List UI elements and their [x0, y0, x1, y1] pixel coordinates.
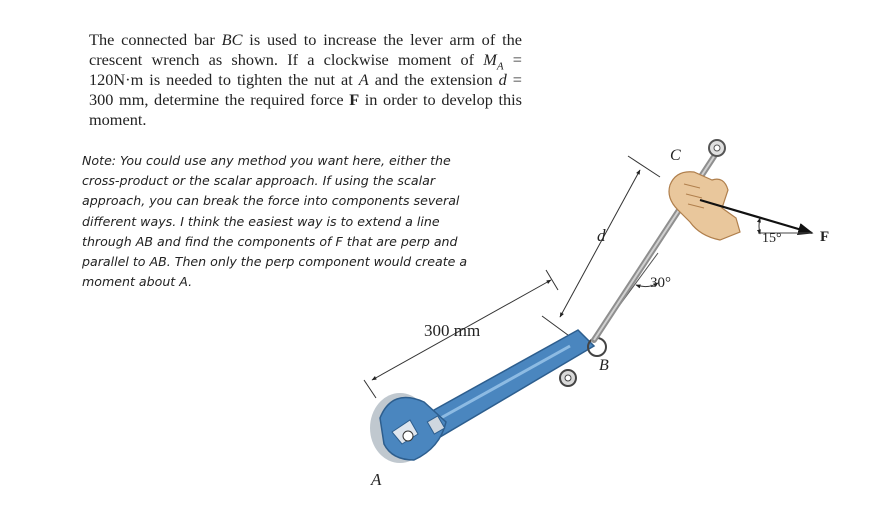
angle-arc-15	[759, 218, 760, 234]
label-30deg: 30°	[650, 275, 671, 291]
extension-symbol: d	[498, 70, 507, 89]
note-line: through AB and find the components of F that are perp and	[82, 233, 458, 249]
note-line: approach, you can break the force into components several	[82, 193, 460, 209]
ring-c-hole	[714, 145, 720, 151]
label-f: F	[820, 229, 830, 245]
crescent-wrench	[380, 330, 594, 460]
note-line: different ways. I think the easiest way is to extend a line	[82, 213, 440, 229]
problem-statement: The connected bar BC is used to increase the lever arm of the crescent wrench as shown. If a clockwise moment of $M_A = 120N\cdot m$ is needed to tighten the nut at A and the extension d = 300 mm, determine the required force F in order to develop this moment.	[89, 30, 522, 129]
note-line: moment about A.	[82, 274, 193, 290]
dimension-extension-line	[364, 380, 376, 398]
ring-b-hole	[565, 375, 571, 381]
nut-a	[403, 431, 413, 441]
note-line: cross-product or the scalar approach. If using the scalar	[82, 173, 436, 189]
moment-symbol: M	[483, 50, 497, 69]
note-line: parallel to AB. Then only the perp component would create a	[82, 254, 468, 270]
hand-icon	[669, 172, 740, 240]
label-c: C	[670, 147, 681, 164]
label-300mm: 300 mm	[424, 321, 481, 340]
label-b: B	[599, 357, 609, 374]
wrench-handle-highlight	[430, 346, 570, 424]
label-15deg: 15°	[762, 231, 782, 246]
dimension-extension-line	[542, 316, 572, 338]
moment-subscript: A	[496, 60, 504, 73]
dimension-extension-line	[628, 156, 660, 177]
label-d: d	[597, 226, 606, 245]
point-a-ref: A	[358, 70, 369, 89]
label-a: A	[371, 470, 382, 489]
bar-label-bc: BC	[221, 30, 243, 49]
dimension-extension-line	[546, 270, 558, 290]
force-symbol: F	[349, 90, 360, 109]
note-line: Note: You could use any method you want here, either the	[82, 153, 451, 168]
